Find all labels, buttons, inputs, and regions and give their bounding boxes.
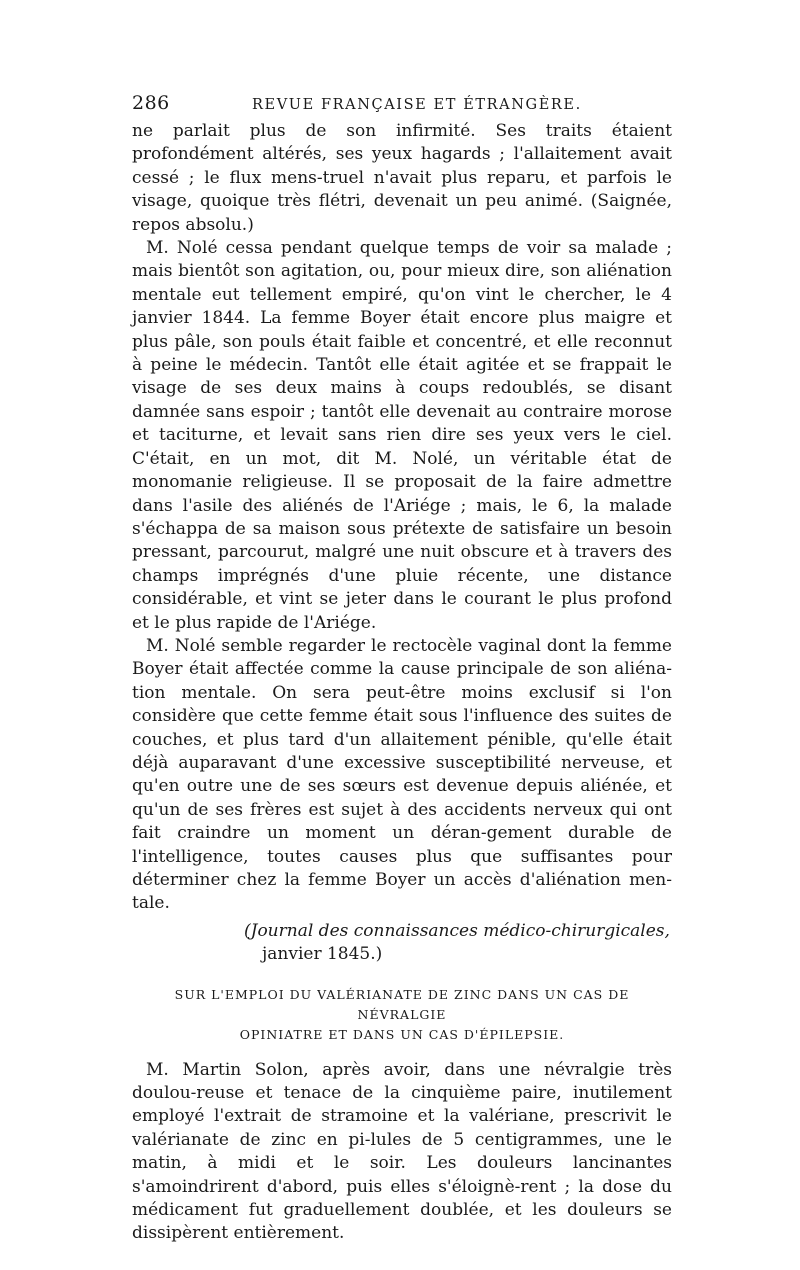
book-page	[132, 92, 672, 1246]
page-number: 286	[132, 92, 170, 114]
citation-journal: (Journal des connaissances médico-chirurgicales,	[244, 920, 670, 941]
section-body	[132, 1059, 672, 1246]
source-citation	[132, 920, 672, 967]
running-title: REVUE FRANÇAISE ET ÉTRANGÈRE.	[252, 97, 582, 113]
paragraph-nole-opinion: M. Nolé semble regarder le rectocèle vaginal dont la femme Boyer était affectée comme la cause principale de son aliéna-tion mentale. On sera peut-être moins exclusif si l'on considère que cette femme était sous l'influence des suites de couches, et plus tard d'un allaitement pénible, qu'elle était déjà auparavant d'une excessive susceptibilité nerveuse, et qu'en outre une de ses sœurs est devenue depuis aliénée, et qu'un de ses frères est sujet à des accidents nerveux qui ont fait craindre un moment un déran-gement durable de l'intelligence, toutes causes plus que suffisantes pour déterminer chez la femme Boyer un accès d'aliénation men-tale.	[132, 635, 672, 914]
article-body	[132, 120, 672, 916]
citation-date: janvier 1845.)	[262, 944, 383, 965]
paragraph-martin-solon: M. Martin Solon, après avoir, dans une névralgie très doulou-reuse et tenace de la cinquième paire, inutilement employé l'extrait de stramoine et la valériane, prescrivit le valérianate de zinc en pi-lules de 5 centigrammes, une le matin, à midi et le soir. Les douleurs lancinantes s'amoindrirent d'abord, puis elles s'éloignè-rent ; la dose du médicament fut graduellement doublée, et les douleurs se dissipèrent entièrement.	[132, 1059, 672, 1244]
paragraph-nole-visit: M. Nolé cessa pendant quelque temps de voir sa malade ; mais bientôt son agitation, ou, pour mieux dire, son aliénation mentale eut tellement empiré, qu'on vint le chercher, le 4 janvier 1844. La femme Boyer était encore plus maigre et plus pâle, son pouls était faible et concentré, et elle reconnut à peine le médecin. Tantôt elle était agitée et se frappait le visage de ses deux mains à coups redoublés, se disant damnée sans espoir ; tantôt elle devenait au contraire morose et taciturne, et levait sans rien dire ses yeux vers le ciel. C'était, en un mot, dit M. Nolé, un véritable état de monomanie religieuse. Il se proposait de la faire admettre dans l'asile des aliénés de l'Ariége ; mais, le 6, la malade s'échappa de sa maison sous prétexte de satisfaire un besoin pressant, parcourut, malgré une nuit obscure et à travers des champs imprégnés d'une pluie récente, une distance considérable, et vint se jeter dans le courant le plus profond et le plus rapide de l'Ariége.	[132, 238, 672, 633]
section-heading-line-1: SUR L'EMPLOI DU VALÉRIANATE DE ZINC DANS UN CAS DE NÉVRALGIE	[174, 986, 630, 1022]
paragraph-continuation: ne parlait plus de son infirmité. Ses traits étaient profondément altérés, ses yeux hagards ; l'allaitement avait cessé ; le flux mens-truel n'avait plus reparu, et parfois le visage, quoique très flétri, devenait un peu animé. (Saignée, repos absolu.)	[132, 121, 672, 235]
running-head	[132, 92, 672, 118]
section-heading-line-2: OPINIATRE ET DANS UN CAS D'ÉPILEPSIE.	[239, 1026, 565, 1042]
section-heading	[132, 985, 672, 1045]
